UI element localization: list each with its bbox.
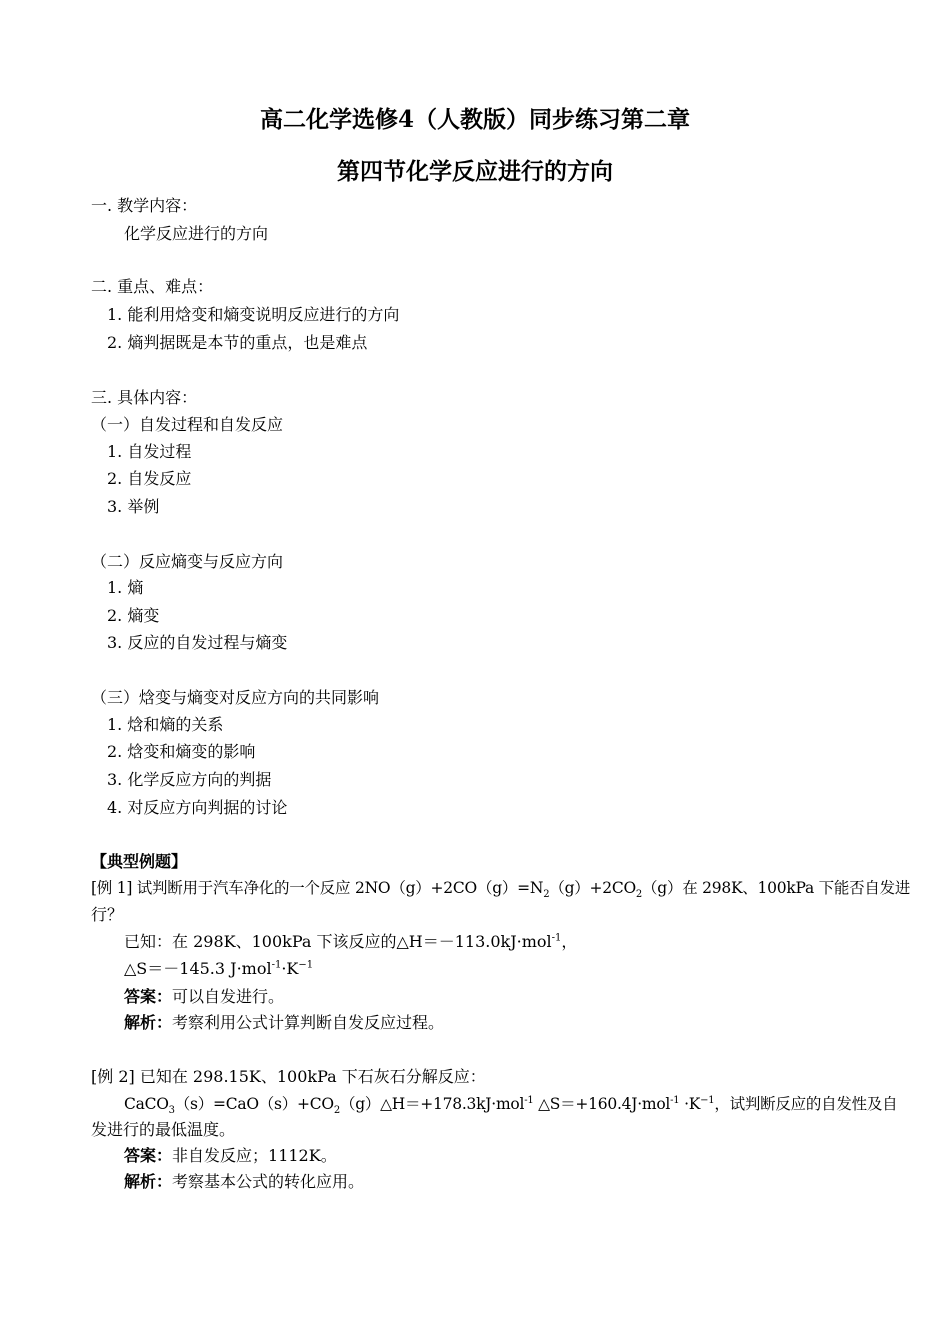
section-title: 第四节化学反应进行的方向 bbox=[337, 158, 613, 185]
section-1-item: 化学反应进行的方向 bbox=[124, 224, 269, 243]
group-1-item-1: 1. 自发过程 bbox=[107, 442, 192, 461]
section-2-item-2: 2. 熵判据既是本节的重点，也是难点 bbox=[107, 333, 368, 352]
section-1-heading: 一. 教学内容： bbox=[91, 196, 198, 215]
section-3-heading: 三. 具体内容： bbox=[91, 388, 198, 407]
group-3-item-1: 1. 焓和熵的关系 bbox=[107, 715, 224, 734]
group-3-title: （三）焓变与熵变对反应方向的共同影响 bbox=[91, 688, 380, 707]
group-2-item-2: 2. 熵变 bbox=[107, 606, 160, 625]
example-2-explanation: 解析：考察基本公式的转化应用。 bbox=[124, 1172, 365, 1191]
group-3-item-3: 3. 化学反应方向的判据 bbox=[107, 770, 272, 789]
example-2-equation: $CaCO_3(s)=CaO(s)+CO_2(g)\triangle H=+178.3kJ\cdot mol^{-1}$ △S＝+160.4J·mol$^{-1}$ $\cdot K^{-1}$，试判断反应的自发性及自 bbox=[124, 1094, 898, 1117]
example-2-answer: 答案：非自发反应；1112K。 bbox=[124, 1146, 337, 1165]
group-2-title: （二）反应熵变与反应方向 bbox=[91, 552, 284, 571]
section-2-item-1: 1. 能利用焓变和熵变说明反应进行的方向 bbox=[107, 305, 400, 324]
group-2-item-1: 1. 熵 bbox=[107, 578, 144, 597]
group-3-item-4: 4. 对反应方向判据的讨论 bbox=[107, 798, 288, 817]
example-2-question: [例 2] 已知在 298.15K、100kPa 下石灰石分解反应： bbox=[91, 1067, 486, 1086]
example-1-entropy: △S＝－145.3 $J\cdot mol^{-1}\cdot K^{-1}$ bbox=[124, 959, 314, 978]
group-1-item-3: 3. 举例 bbox=[107, 497, 160, 516]
examples-heading: 【典型例题】 bbox=[91, 852, 188, 871]
group-2-item-3: 3. 反应的自发过程与熵变 bbox=[107, 633, 288, 652]
group-1-item-2: 2. 自发反应 bbox=[107, 469, 192, 488]
document-title: 高二化学选修4（人教版）同步练习第二章 bbox=[259, 106, 690, 133]
example-2-equation-cont: 发进行的最低温度。 bbox=[91, 1120, 236, 1139]
example-1-explanation: 解析：考察利用公式计算判断自发反应过程。 bbox=[124, 1013, 445, 1032]
example-1-known: 已知：在 298K、100kPa 下该反应的△H＝－113.0kJ·mol$^{-1}$， bbox=[124, 932, 578, 951]
group-1-title: （一）自发过程和自发反应 bbox=[91, 415, 284, 434]
group-3-item-2: 2. 焓变和熵变的影响 bbox=[107, 742, 256, 761]
section-2-heading: 二. 重点、难点： bbox=[91, 277, 214, 296]
example-1-answer: 答案：可以自发进行。 bbox=[124, 987, 285, 1006]
example-1-question: [例 1] 试判断用于汽车净化的一个反应 $2NO(g)+2CO(g)=N_2(g)+2CO_2(g)$在 298K、100kPa 下能否自发进 bbox=[91, 879, 911, 901]
example-1-question-cont: 行？ bbox=[91, 905, 124, 924]
